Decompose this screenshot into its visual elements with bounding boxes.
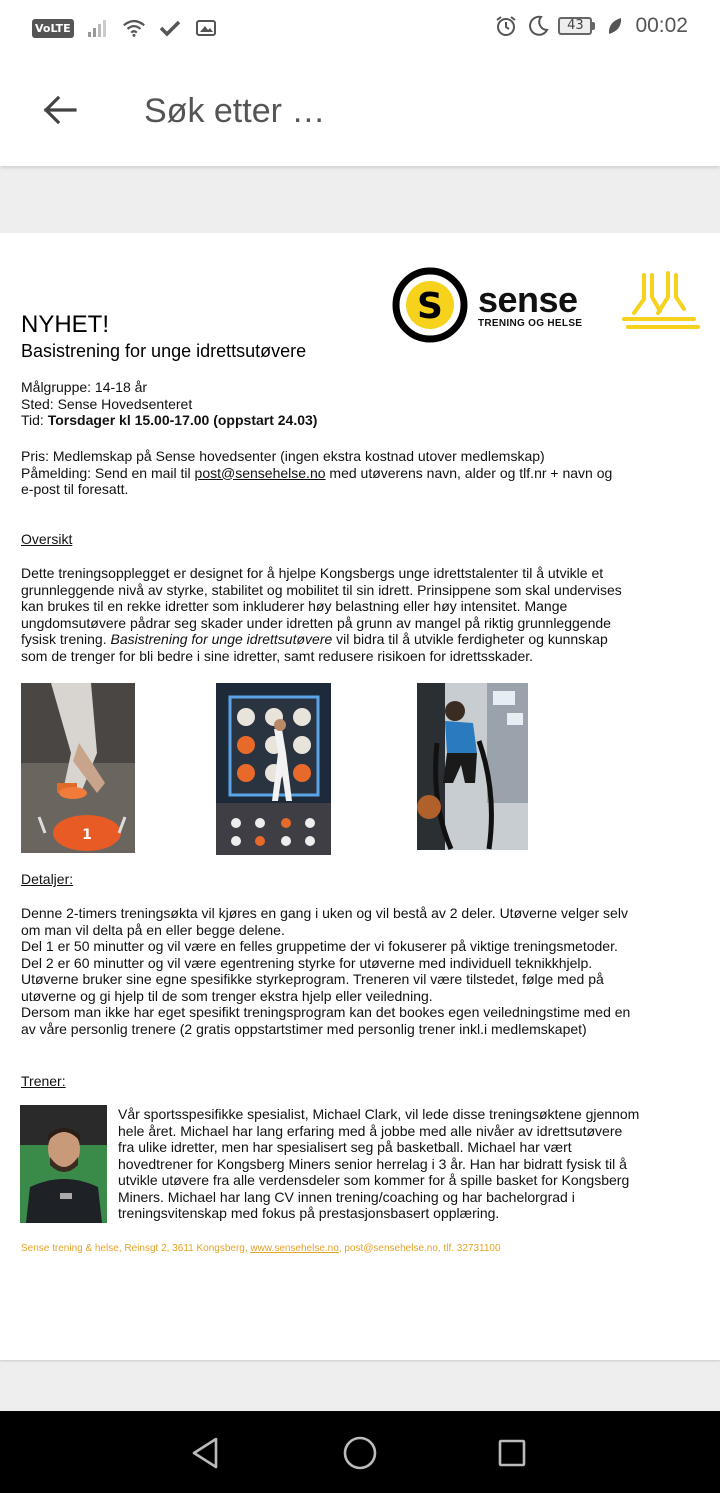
sense-logo-mark [392,267,468,343]
location: Sted: Sense Hovedsenteret [21,395,193,412]
photo-icon [194,16,218,40]
signup-line: Påmelding: Send en mail til post@sensehelse.no med utøverens navn, alder og tlf.nr + navn og [21,464,613,481]
photo-agility-training [21,683,135,853]
athletes-logo-icon [616,269,702,335]
trainer-photo [20,1105,107,1223]
nav-recents-icon[interactable] [490,1431,534,1475]
website-link[interactable]: www.sensehelse.no [250,1243,339,1254]
battery-indicator: 43 [558,17,595,35]
moon-icon [526,14,550,38]
nav-home-icon[interactable] [338,1431,382,1475]
document-page[interactable] [0,233,720,1360]
price: Pris: Medlemskap på Sense hovedsenter (ingen ekstra kostnad utover medlemskap) [21,448,545,464]
status-bar [0,0,720,56]
volte-badge: VoLTE [32,19,74,38]
navigation-bar [0,1411,720,1493]
overview-heading: Oversikt [21,531,73,547]
wifi-icon [122,16,146,40]
search-input[interactable] [144,86,664,136]
signal-icon [86,16,110,40]
page-subtitle: Basistrening for unge idrettsutøvere [21,341,307,361]
time-line: Tid: Torsdager kl 15.00-17.00 (oppstart 24.03) [21,412,318,428]
clock: 00:02 [635,14,688,37]
overview-text: Dette treningsopplegget er designet for å hjelpe Kongsbergs unge idrettstalenter til å utvikle et grunnleggende nivå av styrke, stabilitet og mobilitet til sin idrett. Prinsippene som skal undervises kan brukes til en rekke idretter som inkluderer høy belastning eller høy intensitet. Mange ungdomsutøvere pådrar seg skader under idretten på grunn av mangel på riktig grunnleggende fysisk trening. Basistrening for unge idrettsutøvere vil bidra til å utvikle ferdigheter og kunnskap som de trenger for bli bedre i sine idretter, samt redusere risikoen for idrettsskader. [21,565,622,664]
alarm-icon [494,14,518,38]
target-group: Målgruppe: 14-18 år [21,379,148,395]
photo-number: 1 [82,827,92,843]
page-footer: Sense trening & helse, Reinsgt 2, 3611 Kongsberg, www.sensehelse.no, post@sensehelse.no, tlf. 32731100 [21,1243,501,1254]
details-heading: Detaljer: [21,871,74,887]
photo-target-wall [216,683,331,855]
photo-battle-ropes [417,683,528,850]
sense-logo [392,267,592,343]
trainer-heading: Trener: [21,1073,66,1089]
price-signup [21,448,612,498]
logo-brand: sense [478,278,578,320]
signup-email-link[interactable]: post@sensehelse.no [194,464,326,481]
search-header [0,56,720,166]
logo-tagline: TRENING OG HELSE [478,317,583,329]
page-title: NYHET! [21,311,110,338]
event-info [21,379,317,429]
back-arrow-icon[interactable] [38,88,82,132]
leaf-icon [603,14,627,38]
trainer-bio: Vår sportsspesifikke spesialist, Michael Clark, vil lede disse treningsøktene gjennom hele året. Michael har lang erfaring med å jobbe med alle nivåer av idrettsutøvere fra ulike idretter, men har spesialisert seg på basketball. Michael har vært hovedtrener for Kongsberg Miners senior herrelag i 3 år. Han har bidratt fysisk til å utvikle utøvere fra alle verdensdeler som kommer for å spille basket for Kongsberg Miners. Michael har lang CV innen trening/coaching og har bachelorgrad i treningsvitenskap med fokus på prestasjonsbasert opplæring. [118,1106,640,1221]
check-icon [158,16,182,40]
signup-line-2: e-post til foresatt. [21,481,129,497]
logo-letter: S [417,286,443,327]
nav-back-icon[interactable] [183,1431,227,1475]
details-text: Denne 2-timers treningsøkta vil kjøres en gang i uken og vil bestå av 2 deler. Utøverne velger selv om man vil delta på en eller begge delene. Del 1 er 50 minutter og vil være en felles gruppetime der vi fokuserer på viktige treningsmetoder. Del 2 er 60 minutter og vil være egentrening styrke for utøverne med individuell teknikkhjelp. Utøverne bruker sine egne spesifikke styrkeprogram. Treneren vil være tilstedet, følge med på utøverne og gi hjelp til de som trenger ekstra hjelp eller veiledning. Dersom man ikke har eget spesifikt treningsprogram kan det bookes egen veiledningstime med en av våre personlig trenere (2 gratis oppstartstimer med personlig trener inkl.i medlemskapet) [21,905,631,1037]
